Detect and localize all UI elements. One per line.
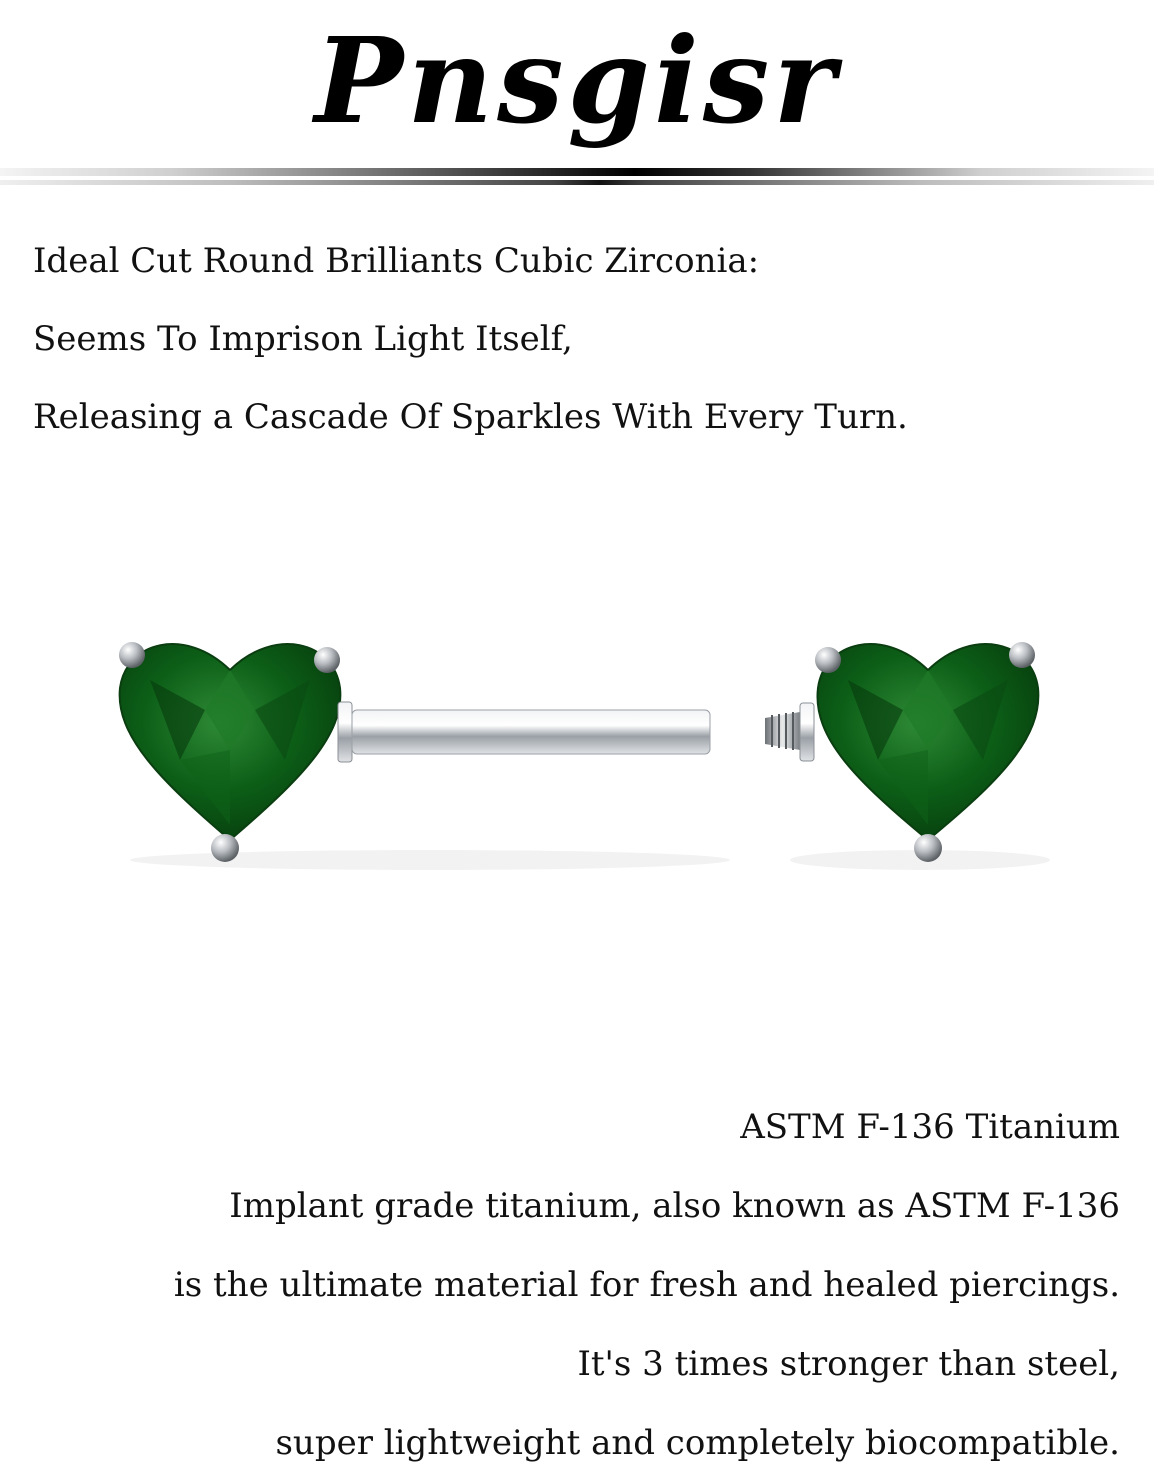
- intro-line: Seems To Imprison Light Itself,: [33, 319, 573, 359]
- brand-logo: Pnsgisr: [314, 10, 840, 150]
- spec-line: Implant grade titanium, also known as ASTM F-136: [229, 1186, 1120, 1226]
- product-image: [0, 560, 1154, 960]
- spec-heading: ASTM F-136 Titanium: [740, 1107, 1120, 1147]
- spec-line: is the ultimate material for fresh and healed piercings.: [173, 1265, 1120, 1305]
- intro-line: Releasing a Cascade Of Sparkles With Every Turn.: [33, 397, 908, 437]
- spec-line: super lightweight and completely biocompatible.: [275, 1423, 1120, 1463]
- intro-line: Ideal Cut Round Brilliants Cubic Zirconia:: [33, 241, 760, 281]
- heart-gem-barbell-icon: [0, 560, 1154, 960]
- spec-line: It's 3 times stronger than steel,: [577, 1344, 1120, 1384]
- intro-text: [33, 222, 1133, 456]
- spec-text: [20, 1088, 1120, 1483]
- header-divider: [0, 164, 1154, 192]
